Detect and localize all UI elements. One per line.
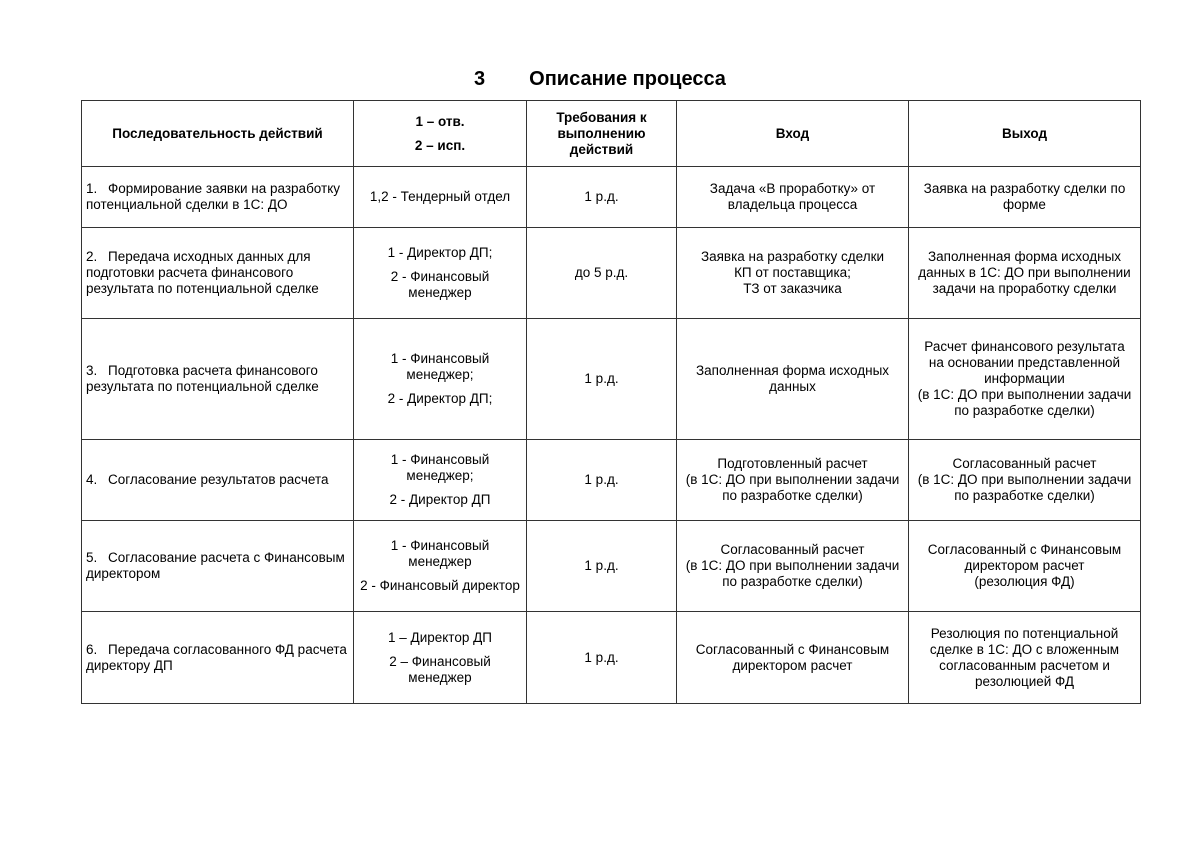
table-row xyxy=(82,167,1141,228)
header-role-responsible: 1 – отв. xyxy=(415,113,465,129)
roles-cell: 1,2 - Тендерный отдел xyxy=(354,167,527,228)
table-row xyxy=(82,521,1141,612)
table-row xyxy=(82,228,1141,319)
header-row xyxy=(82,101,1141,167)
section-heading xyxy=(0,68,1200,91)
output-cell: Заявка на разработку сделки по форме xyxy=(909,167,1141,228)
table-row xyxy=(82,440,1141,521)
section-number: 3 xyxy=(474,68,486,90)
header-steps: Последовательность действий xyxy=(82,101,354,167)
requirement-cell: 1 р.д. xyxy=(527,167,677,228)
header-requirements: Требования к выполнению действий xyxy=(527,101,677,167)
header-output: Выход xyxy=(909,101,1141,167)
requirement-cell: до 5 р.д. xyxy=(527,228,677,319)
step-cell: 6. Передача согласованного ФД расчета директору ДП xyxy=(82,612,354,704)
roles-cell: 1 – Директор ДП 2 – Финансовый менеджер xyxy=(354,612,527,704)
table-row xyxy=(82,319,1141,440)
input-cell: Заявка на разработку сделки КП от поставщика; ТЗ от заказчика xyxy=(677,228,909,319)
output-cell: Резолюция по потенциальной сделке в 1С: ДО с вложенным согласованным расчетом и резолюцией ФД xyxy=(909,612,1141,704)
table-row xyxy=(82,612,1141,704)
roles-cell: 1 - Финансовый менеджер; 2 - Директор ДП; xyxy=(354,319,527,440)
step-cell: 4. Согласование результатов расчета xyxy=(82,440,354,521)
step-cell: 5. Согласование расчета с Финансовым директором xyxy=(82,521,354,612)
input-cell: Задача «В проработку» от владельца процесса xyxy=(677,167,909,228)
requirement-cell: 1 р.д. xyxy=(527,612,677,704)
output-cell: Заполненная форма исходных данных в 1С: ДО при выполнении задачи на проработку сделки xyxy=(909,228,1141,319)
section-title: Описание процесса xyxy=(529,68,726,90)
roles-cell: 1 - Финансовый менеджер 2 - Финансовый директор xyxy=(354,521,527,612)
header-roles xyxy=(354,101,527,167)
process-table xyxy=(81,100,1141,704)
input-cell: Подготовленный расчет (в 1С: ДО при выполнении задачи по разработке сделки) xyxy=(677,440,909,521)
requirement-cell: 1 р.д. xyxy=(527,440,677,521)
requirement-cell: 1 р.д. xyxy=(527,521,677,612)
input-cell: Согласованный с Финансовым директором расчет xyxy=(677,612,909,704)
output-cell: Согласованный расчет (в 1С: ДО при выполнении задачи по разработке сделки) xyxy=(909,440,1141,521)
output-cell: Согласованный с Финансовым директором расчет (резолюция ФД) xyxy=(909,521,1141,612)
step-cell: 2. Передача исходных данных для подготовки расчета финансового результата по потенциальной сделке xyxy=(82,228,354,319)
output-cell: Расчет финансового результата на основании представленной информации (в 1С: ДО при выполнении задачи по разработке сделки) xyxy=(909,319,1141,440)
step-cell: 1. Формирование заявки на разработку потенциальной сделки в 1С: ДО xyxy=(82,167,354,228)
requirement-cell: 1 р.д. xyxy=(527,319,677,440)
roles-cell: 1 - Финансовый менеджер; 2 - Директор ДП xyxy=(354,440,527,521)
header-input: Вход xyxy=(677,101,909,167)
input-cell: Согласованный расчет (в 1С: ДО при выполнении задачи по разработке сделки) xyxy=(677,521,909,612)
input-cell: Заполненная форма исходных данных xyxy=(677,319,909,440)
header-role-executor: 2 – исп. xyxy=(414,137,466,153)
step-cell: 3. Подготовка расчета финансового результата по потенциальной сделке xyxy=(82,319,354,440)
roles-cell: 1 - Директор ДП; 2 - Финансовый менеджер xyxy=(354,228,527,319)
